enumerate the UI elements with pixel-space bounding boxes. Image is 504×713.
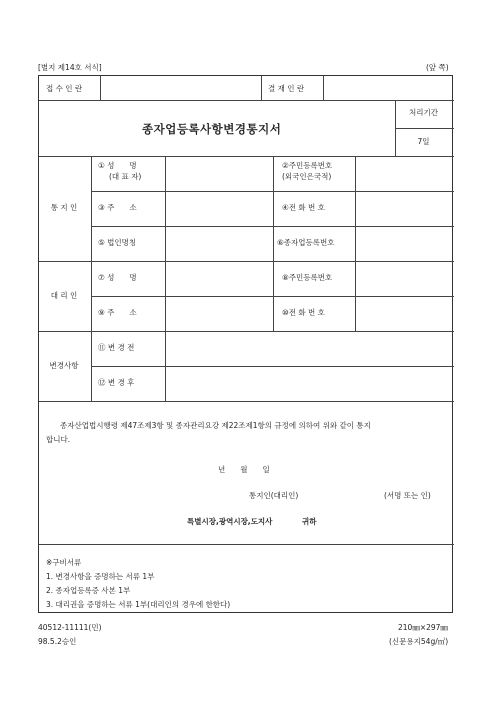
docs-item: 2. 종자업등록증 사본 1부 <box>46 586 131 595</box>
agent-phone-field[interactable] <box>355 296 452 329</box>
change-before-field[interactable] <box>165 331 452 364</box>
footer-size: 210㎜×297㎜ <box>398 623 448 632</box>
agent-name-field[interactable] <box>165 261 271 294</box>
receipt-stamp-label: 접 수 인 란 <box>46 84 83 93</box>
agent-id-field[interactable] <box>355 261 452 294</box>
docs-item: 1. 변경사항을 증명하는 서류 1부 <box>46 572 155 581</box>
processing-period-value: 7일 <box>417 137 430 146</box>
approval-stamp-label: 결 재 인 란 <box>268 84 305 93</box>
notifier-name-field[interactable] <box>165 156 271 189</box>
processing-period-label: 처리기간 <box>409 108 438 117</box>
addressee: 특별시장,광역시장,도지사 <box>187 517 273 526</box>
signer-label: 통지인(대리인) <box>249 491 299 500</box>
row-line <box>39 544 454 545</box>
agent-address-field[interactable] <box>165 296 271 329</box>
notifier-corp-label: ⑤ 법인명칭 <box>98 238 137 247</box>
col-line <box>91 156 92 401</box>
notifier-id-label: ②주민등록번호 <box>282 161 333 170</box>
change-before-label: ⑪ 변 경 전 <box>98 343 135 352</box>
signature-field[interactable] <box>310 485 380 501</box>
agent-name-label: ⑦ 성 명 <box>98 273 137 282</box>
agent-id-label: ⑧주민등록번호 <box>282 273 333 282</box>
change-after-label: ⑫ 변 경 후 <box>98 378 135 387</box>
notifier-phone-label: ④전 화 번 호 <box>282 203 325 212</box>
notifier-reg-field[interactable] <box>355 226 452 259</box>
date-line: 년 월 일 <box>218 465 270 474</box>
col-line <box>261 76 262 100</box>
notifier-address-label: ③ 주 소 <box>98 203 137 212</box>
page-side-label: (앞 쪽) <box>426 63 449 72</box>
notifier-address-field[interactable] <box>165 191 271 224</box>
footer-paper: (신문용지54g/㎡) <box>389 637 449 646</box>
docs-title: ※구비서류 <box>46 558 82 567</box>
changes-section-label: 변경사항 <box>49 361 79 370</box>
notifier-phone-field[interactable] <box>355 191 452 224</box>
signature-note: (서명 또는 인) <box>384 491 431 500</box>
row-line <box>39 401 454 402</box>
notifier-id-sub: (외국인은국적) <box>282 172 332 181</box>
docs-item: 3. 대리권을 증명하는 서류 1부(대리인의 경우에 한한다) <box>46 600 231 609</box>
statement-line-2: 합니다. <box>46 435 71 444</box>
notifier-name-sub: (대 표 자) <box>109 172 142 181</box>
agent-address-label: ⑨ 주 소 <box>98 308 137 317</box>
agent-section-label: 대 리 인 <box>50 291 78 300</box>
approval-stamp-area[interactable] <box>323 76 452 98</box>
statement-line-1: 종자산업법시행령 제47조제3항 및 종자관리요강 제22조제1항의 규정에 의하여 위와 같이 통지 <box>60 421 371 430</box>
notifier-id-field[interactable] <box>355 156 452 189</box>
row-line <box>395 128 454 129</box>
change-after-field[interactable] <box>165 366 452 399</box>
page-title: 종자업등록사항변경통지서 <box>142 122 282 136</box>
col-line <box>273 156 274 331</box>
footer-code: 40512-11111(민) <box>38 623 102 632</box>
form-number: [별지 제14호 서식] <box>38 63 102 72</box>
notifier-reg-label: ⑥종자업등록번호 <box>277 238 335 247</box>
row-line <box>39 100 454 101</box>
notifier-name-label: ① 성 명 <box>98 161 137 170</box>
notifier-corp-field[interactable] <box>165 226 271 259</box>
notifier-section-label: 통 지 인 <box>50 203 78 212</box>
footer-approved: 98.5.2승인 <box>38 637 77 646</box>
agent-phone-label: ⑩전 화 번 호 <box>282 308 325 317</box>
receipt-stamp-area[interactable] <box>100 76 260 98</box>
addressee-honorific: 귀하 <box>302 517 317 526</box>
